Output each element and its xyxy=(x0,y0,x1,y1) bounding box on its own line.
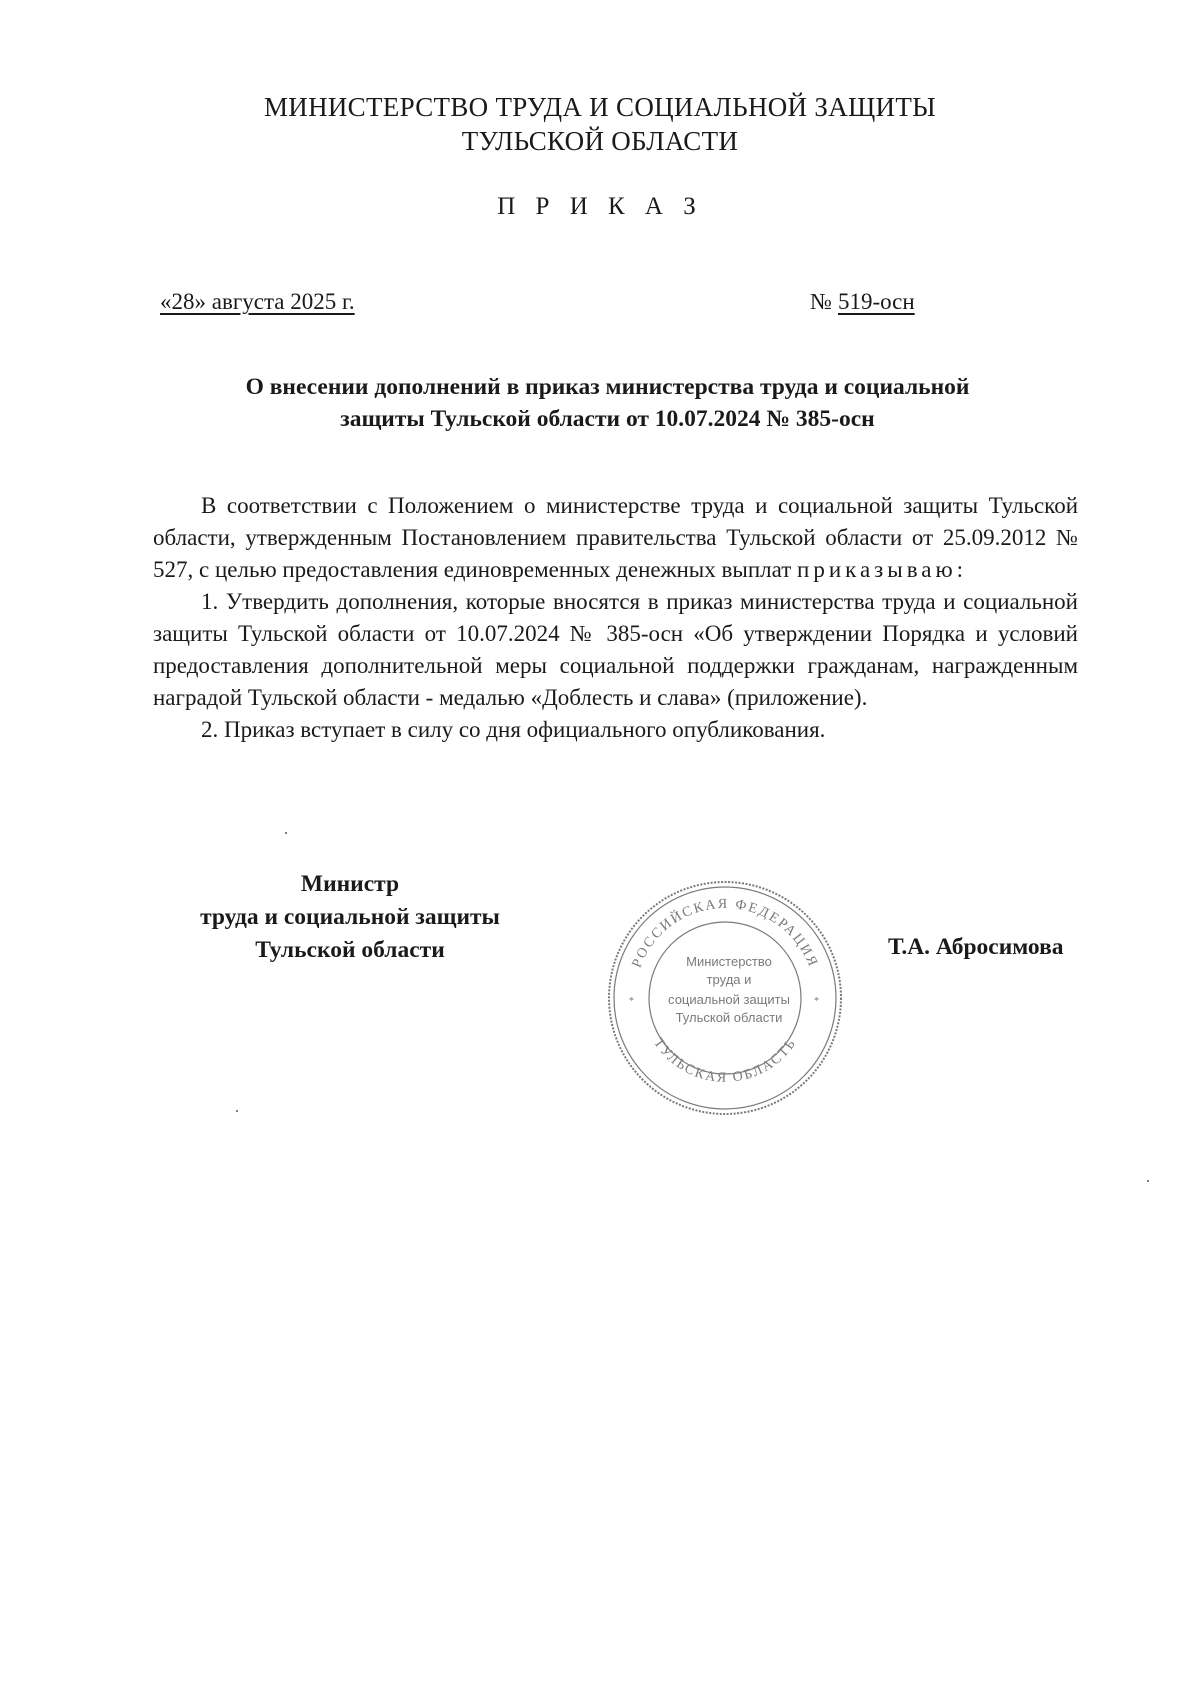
order-word: приказываю xyxy=(797,557,957,582)
order-item-1: 1. Утвердить дополнения, которые вносятся в приказ министерства труда и социальной защиты Тульской области от 10.07.2024 № 385-осн «Об утверждении Порядка и условий предоставления дополнительной меры социальной поддержки гражданам, награжденным наградой Тульской области - медалью «Доблесть и слава» (приложение). xyxy=(153,589,1078,710)
ministry-line-1: МИНИСТЕРСТВО ТРУДА И СОЦИАЛЬНОЙ ЗАЩИТЫ xyxy=(263,92,936,122)
signatory-title-line-1: Министр xyxy=(300,871,400,897)
order-number xyxy=(810,289,915,315)
seal-center-line-3: социальной защиты xyxy=(668,992,790,1007)
seal-center-line-2: труда и xyxy=(706,972,752,987)
ministry-line-2: ТУЛЬСКОЙ ОБЛАСТИ xyxy=(461,126,739,156)
order-number-label: № xyxy=(810,289,832,314)
order-item-2: 2. Приказ вступает в силу со дня официального опубликования. xyxy=(201,717,826,742)
signatory-title xyxy=(140,868,560,967)
seal-outer-text-bottom: ТУЛЬСКАЯ ОБЛАСТЬ xyxy=(650,1035,800,1086)
scan-speck xyxy=(1147,1180,1149,1182)
seal-outer-text-top: РОССИЙСКАЯ ФЕДЕРАЦИЯ xyxy=(629,896,821,971)
signatory-title-line-2: труда и социальной защиты xyxy=(200,904,500,930)
ministry-header xyxy=(0,90,1200,158)
preamble-text: В соответствии с Положением о министерстве труда и социальной защиты Тульской области, утвержденным Постановлением правительства Тульской области от 25.09.2012 № 527, с целью предоставления единовременных денежных выплат xyxy=(153,493,1078,582)
document-type: П Р И К А З xyxy=(497,193,703,220)
order-body xyxy=(153,490,1078,746)
seal-center-line-4: Тульской области xyxy=(675,1010,783,1025)
official-seal xyxy=(605,878,845,1118)
scan-speck xyxy=(236,1110,238,1112)
seal-star-left-icon: * xyxy=(629,996,634,1007)
subject-line-2: защиты Тульской области от 10.07.2024 № 385-осн xyxy=(340,406,875,432)
seal-star-right-icon: * xyxy=(814,996,819,1007)
preamble-paragraph xyxy=(153,490,1078,586)
seal-graphic xyxy=(605,878,845,1118)
preamble-colon: : xyxy=(956,557,964,582)
order-date: «28» августа 2025 г. xyxy=(160,289,355,314)
seal-center-line-1: Министерство xyxy=(686,954,772,969)
signatory-name: Т.А. Абросимова xyxy=(888,934,1064,960)
signatory-title-line-3: Тульской области xyxy=(255,937,445,963)
scan-speck xyxy=(285,832,287,834)
order-number-value: 519-осн xyxy=(837,289,915,314)
subject-line-1: О внесении дополнений в приказ министерства труда и социальной xyxy=(245,374,970,400)
order-subject xyxy=(140,371,1075,435)
